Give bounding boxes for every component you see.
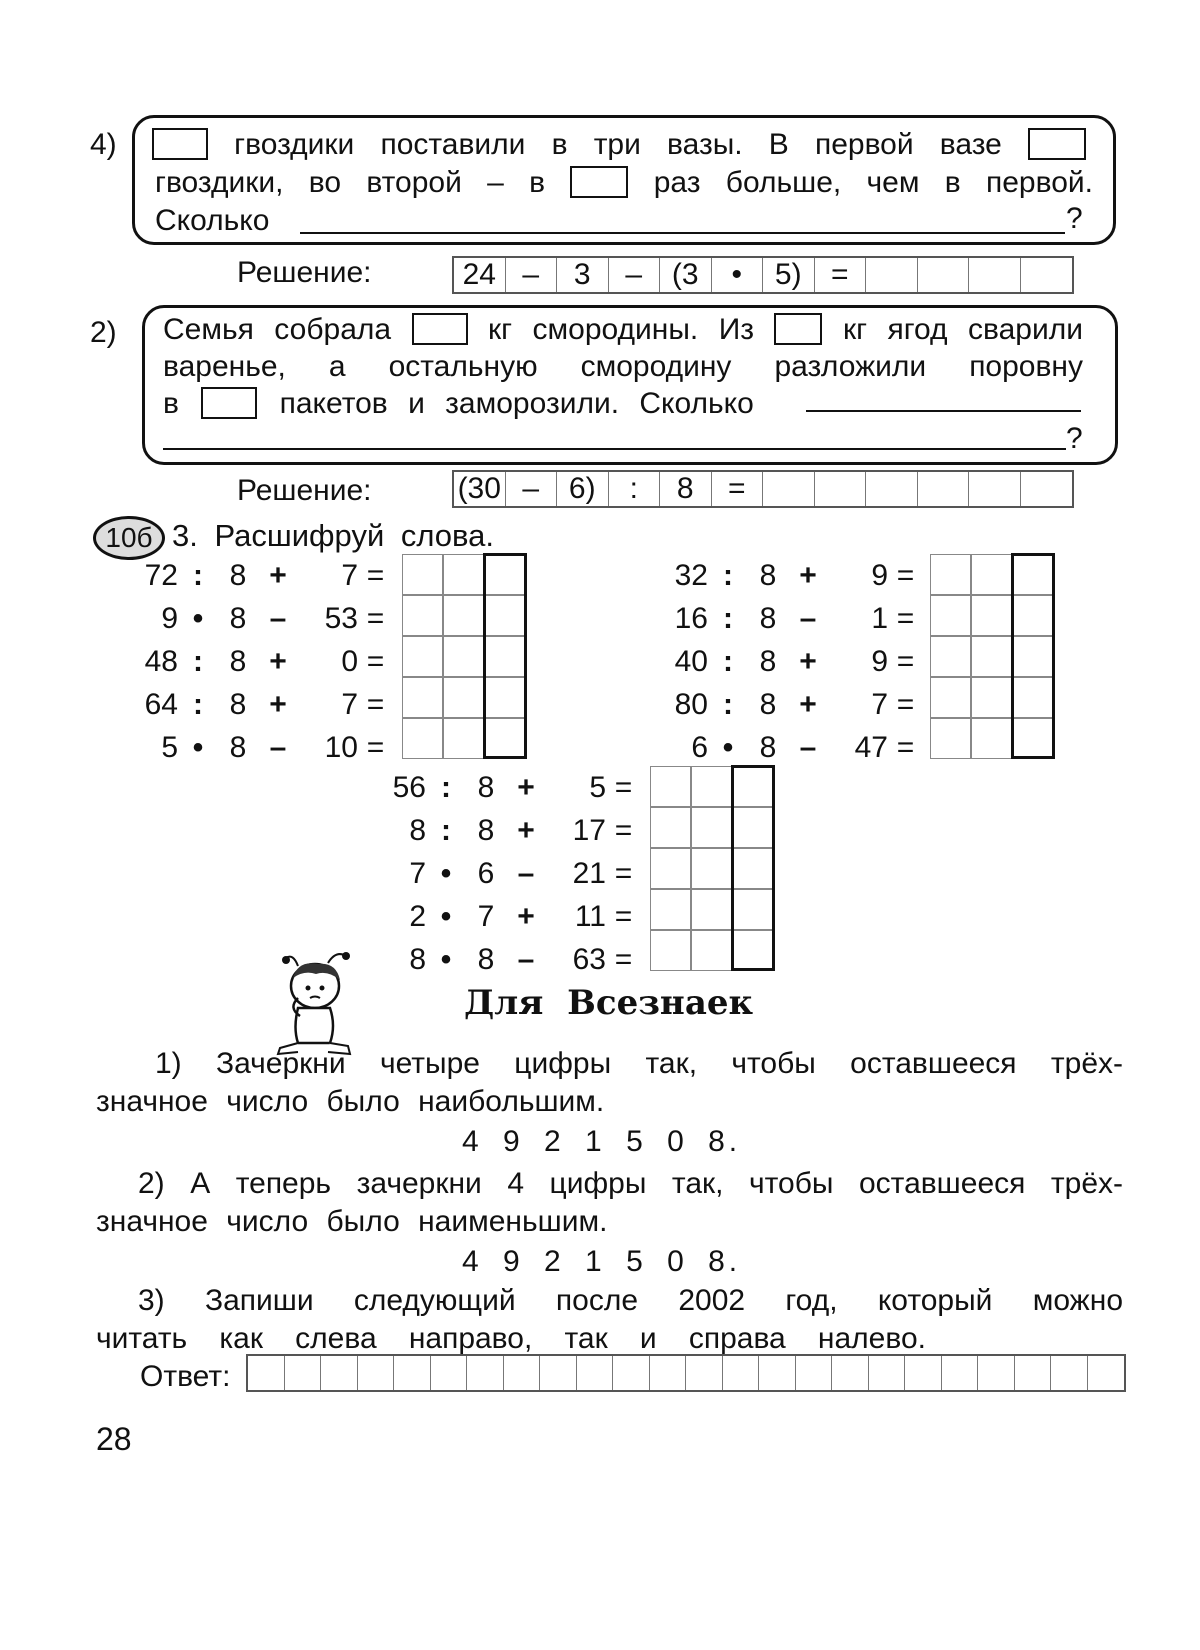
solution-empty-cell[interactable] (763, 472, 815, 506)
expression-part: 8 (229, 601, 247, 635)
answer-grid-cell[interactable] (686, 1356, 723, 1390)
expression-part: = (366, 558, 385, 592)
expression-part: 8 (477, 770, 495, 804)
expression-part: + (269, 644, 287, 678)
expression-part: 40 (674, 644, 708, 678)
expression-part: + (269, 687, 287, 721)
answer-grid-cell[interactable] (504, 1356, 541, 1390)
answer-grid-cell[interactable] (467, 1356, 504, 1390)
expression-part: • (440, 942, 452, 976)
solution-cell: – (609, 258, 661, 292)
solution-label: Решение: (237, 474, 372, 507)
answer-cell[interactable] (691, 889, 732, 930)
expression-part: = (614, 942, 633, 976)
expression-part: = (614, 856, 633, 890)
answer-cell[interactable] (930, 595, 971, 636)
answer-line[interactable] (806, 410, 1081, 412)
expression-part: : (723, 687, 733, 721)
answer-grid-cell[interactable] (394, 1356, 431, 1390)
page-number: 28 (96, 1421, 132, 1457)
answer-cell[interactable] (691, 930, 732, 971)
solution-cell: 24 (454, 258, 506, 292)
expression-part: • (192, 601, 204, 635)
answer-cell[interactable] (971, 595, 1012, 636)
expression-part: 7 (341, 558, 358, 592)
blank-box[interactable] (774, 313, 822, 345)
expression-part: 7 (871, 687, 888, 721)
problem-2-line-3: в пакетов и заморозили. Сколько (163, 387, 754, 420)
expression-part: 32 (674, 558, 708, 592)
digits-row: 4 9 2 1 5 0 8. (462, 1125, 742, 1158)
solution-empty-cell[interactable] (866, 472, 918, 506)
answer-grid-cell[interactable] (759, 1356, 796, 1390)
expression-row (118, 597, 393, 640)
answer-cell[interactable] (402, 718, 443, 759)
answer-cell[interactable] (443, 677, 484, 718)
points-badge: 10б (93, 516, 165, 560)
expression-part: 8 (759, 687, 777, 721)
answer-grid-cell[interactable] (248, 1356, 285, 1390)
extra-q3-line-1: 3) Запиши следующий после 2002 год, который можно (138, 1284, 1123, 1317)
highlight-column (1011, 553, 1055, 759)
solution-grid-4 (452, 256, 1074, 294)
answer-cell[interactable] (971, 554, 1012, 595)
expression-part: 7 (477, 899, 495, 933)
answer-grid-cell[interactable] (540, 1356, 577, 1390)
expressions-left (118, 554, 393, 769)
expression-row (648, 597, 923, 640)
expression-part: – (517, 942, 535, 976)
expression-part: = (896, 558, 915, 592)
section-heading: Для Всезнаек (464, 983, 754, 1023)
answer-cell[interactable] (443, 554, 484, 595)
answer-grid-cell[interactable] (431, 1356, 468, 1390)
answer-grid-cell[interactable] (942, 1356, 979, 1390)
expression-part: + (517, 899, 535, 933)
expression-part: 6 (691, 730, 708, 764)
highlight-column (731, 765, 775, 971)
expression-row (366, 895, 641, 938)
answer-grid-cell[interactable] (285, 1356, 322, 1390)
expression-part: 9 (871, 558, 888, 592)
expression-part: 16 (674, 601, 708, 635)
answer-grid[interactable] (246, 1354, 1126, 1392)
expression-part: 48 (144, 644, 178, 678)
expression-part: = (896, 601, 915, 635)
problem-2-line-2: варенье, а остальную смородину разложили поровну (163, 350, 1083, 383)
answer-cell[interactable] (650, 766, 691, 807)
solution-cell: 8 (660, 472, 712, 506)
expression-part: 10 (324, 730, 358, 764)
expression-part: 21 (572, 856, 606, 890)
expression-part: 0 (341, 644, 358, 678)
solution-cell: – (506, 472, 558, 506)
expression-part: : (441, 770, 451, 804)
answer-grid-cell[interactable] (1051, 1356, 1088, 1390)
solution-cell: (30 (454, 472, 506, 506)
answer-grid-cell[interactable] (577, 1356, 614, 1390)
problem-4-number: 4) (90, 128, 117, 161)
expression-part: • (722, 730, 734, 764)
solution-cell: = (815, 258, 867, 292)
answer-grid-cell[interactable] (869, 1356, 906, 1390)
expression-part: 8 (759, 558, 777, 592)
question-mark: ? (1066, 202, 1083, 235)
extra-q2-line-2: значное число было наименьшим. (96, 1205, 608, 1238)
answer-grid-cell[interactable] (1088, 1356, 1125, 1390)
expression-row (366, 852, 641, 895)
expression-part: : (723, 558, 733, 592)
solution-empty-cell[interactable] (969, 472, 1021, 506)
expression-part: 8 (229, 558, 247, 592)
extra-q3-line-2: читать как слева направо, так и справа налево. (96, 1322, 926, 1355)
answer-grid-cell[interactable] (613, 1356, 650, 1390)
solution-cell: 6) (557, 472, 609, 506)
blank-box[interactable] (201, 387, 257, 419)
digits-row: 4 9 2 1 5 0 8. (462, 1245, 742, 1278)
answer-grid-cell[interactable] (905, 1356, 942, 1390)
expression-part: – (269, 730, 287, 764)
answer-grid-cell[interactable] (650, 1356, 687, 1390)
blank-box[interactable] (412, 313, 468, 345)
task-3-title: 3. Расшифруй слова. (172, 518, 495, 553)
solution-cell: – (506, 258, 558, 292)
expression-part: + (799, 644, 817, 678)
expression-part: : (441, 813, 451, 847)
expression-part: – (799, 601, 817, 635)
answer-cell[interactable] (650, 930, 691, 971)
extra-q2-line-1: 2) А теперь зачеркни 4 цифры так, чтобы оставшееся трёх- (138, 1167, 1123, 1200)
blank-box[interactable] (1028, 128, 1086, 160)
expression-row (118, 683, 393, 726)
blank-box[interactable] (152, 128, 208, 160)
expression-part: = (614, 813, 633, 847)
blank-box[interactable] (570, 166, 628, 198)
question-mark: ? (1066, 422, 1083, 455)
expression-part: 47 (854, 730, 888, 764)
expression-part: 8 (477, 813, 495, 847)
answer-line[interactable] (300, 232, 1065, 234)
expressions-right (648, 554, 923, 769)
answer-grid-cell[interactable] (321, 1356, 358, 1390)
expression-part: 63 (572, 942, 606, 976)
solution-empty-cell[interactable] (1021, 472, 1073, 506)
expression-part: 5 (589, 770, 606, 804)
answer-cell[interactable] (443, 595, 484, 636)
expression-part: 8 (229, 644, 247, 678)
problem-4-line-1: гвоздики поставили в три вазы. В первой вазе (152, 126, 1086, 164)
expression-part: 9 (161, 601, 178, 635)
problem-4-line-3: Сколько (155, 204, 270, 237)
expression-row (118, 554, 393, 597)
expression-part: : (193, 644, 203, 678)
expression-part: 5 (161, 730, 178, 764)
expression-part: 7 (341, 687, 358, 721)
solution-empty-cell[interactable] (866, 258, 918, 292)
expression-part: 8 (759, 730, 777, 764)
expression-row (118, 640, 393, 683)
problem-2-number: 2) (90, 316, 117, 349)
expression-part: 8 (759, 601, 777, 635)
answer-cell[interactable] (650, 848, 691, 889)
answer-cell[interactable] (443, 718, 484, 759)
expression-part: 6 (477, 856, 495, 890)
expression-part: 8 (759, 644, 777, 678)
solution-grid-2 (452, 470, 1074, 508)
answer-grid-cell[interactable] (978, 1356, 1015, 1390)
answer-grid-cell[interactable] (1015, 1356, 1052, 1390)
expression-part: = (896, 687, 915, 721)
answer-cell[interactable] (402, 595, 443, 636)
expression-part: 9 (871, 644, 888, 678)
solution-empty-cell[interactable] (969, 258, 1021, 292)
problem-4-line-2: гвоздики, во второй – в раз больше, чем в первой. (155, 166, 1093, 199)
expression-part: : (723, 601, 733, 635)
answer-cell[interactable] (402, 677, 443, 718)
answer-cell[interactable] (930, 677, 971, 718)
answer-grid-cell[interactable] (358, 1356, 395, 1390)
expression-part: • (192, 730, 204, 764)
answer-grid-cell[interactable] (723, 1356, 760, 1390)
expression-part: + (517, 813, 535, 847)
expression-part: 17 (572, 813, 606, 847)
highlight-column (483, 553, 527, 759)
answer-cell[interactable] (443, 636, 484, 677)
expression-part: = (614, 899, 633, 933)
expression-part: 53 (324, 601, 358, 635)
expression-part: 8 (229, 687, 247, 721)
solution-cell: : (609, 472, 661, 506)
expression-row (648, 640, 923, 683)
expression-row (648, 683, 923, 726)
expression-row (648, 726, 923, 769)
problem-2-line-1: Семья собрала кг смородины. Из кг ягод сварили (163, 313, 1083, 346)
expression-part: : (193, 558, 203, 592)
expression-part: 8 (409, 813, 426, 847)
thinking-kid-illustration (268, 948, 358, 1058)
expression-part: • (440, 899, 452, 933)
expression-part: – (269, 601, 287, 635)
expression-row (366, 809, 641, 852)
expression-row (118, 726, 393, 769)
answer-grid-cell[interactable] (832, 1356, 869, 1390)
expression-row (648, 554, 923, 597)
expression-part: 80 (674, 687, 708, 721)
expression-part: 56 (392, 770, 426, 804)
answer-cell[interactable] (402, 554, 443, 595)
expression-part: 1 (871, 601, 888, 635)
answer-line[interactable] (163, 448, 1066, 450)
answer-label: Ответ: (140, 1360, 231, 1393)
answer-cell[interactable] (691, 807, 732, 848)
expression-part: 64 (144, 687, 178, 721)
expression-part: 7 (409, 856, 426, 890)
expression-part: : (723, 644, 733, 678)
expressions-center (366, 766, 641, 981)
solution-cell: = (712, 472, 764, 506)
expression-part: 72 (144, 558, 178, 592)
expression-part: + (799, 687, 817, 721)
expression-part: = (896, 730, 915, 764)
expression-part: + (799, 558, 817, 592)
solution-cell: (3 (660, 258, 712, 292)
answer-cell[interactable] (691, 848, 732, 889)
expression-row (366, 766, 641, 809)
expression-part: • (440, 856, 452, 890)
solution-empty-cell[interactable] (918, 472, 970, 506)
answer-cell[interactable] (402, 636, 443, 677)
solution-cell: 5) (763, 258, 815, 292)
expression-part: 8 (409, 942, 426, 976)
solution-label: Решение: (237, 256, 372, 289)
answer-cell[interactable] (930, 718, 971, 759)
expression-part: 8 (229, 730, 247, 764)
expression-part: + (269, 558, 287, 592)
expression-part: : (193, 687, 203, 721)
solution-empty-cell[interactable] (918, 258, 970, 292)
expression-part: 8 (477, 942, 495, 976)
expression-row (366, 938, 641, 981)
expression-part: + (517, 770, 535, 804)
expression-part: 2 (409, 899, 426, 933)
answer-cell[interactable] (650, 807, 691, 848)
expression-part: – (799, 730, 817, 764)
expression-part: = (366, 687, 385, 721)
expression-part: 11 (574, 899, 606, 933)
answer-cell[interactable] (691, 766, 732, 807)
extra-q1-line-1: 1) Зачеркни четыре цифры так, чтобы оставшееся трёх- (155, 1047, 1123, 1080)
expression-part: = (366, 644, 385, 678)
answer-cell[interactable] (971, 677, 1012, 718)
solution-cell: • (712, 258, 764, 292)
expression-part: = (614, 770, 633, 804)
expression-part: = (366, 730, 385, 764)
expression-part: – (517, 856, 535, 890)
answer-cell[interactable] (650, 889, 691, 930)
answer-cell[interactable] (971, 718, 1012, 759)
answer-cell[interactable] (930, 554, 971, 595)
solution-cell: 3 (557, 258, 609, 292)
expression-part: = (896, 644, 915, 678)
expression-part: = (366, 601, 385, 635)
answer-cell[interactable] (930, 636, 971, 677)
extra-q1-line-2: значное число было наибольшим. (96, 1085, 605, 1118)
answer-cell[interactable] (971, 636, 1012, 677)
solution-empty-cell[interactable] (1021, 258, 1073, 292)
answer-grid-cell[interactable] (796, 1356, 833, 1390)
solution-empty-cell[interactable] (815, 472, 867, 506)
